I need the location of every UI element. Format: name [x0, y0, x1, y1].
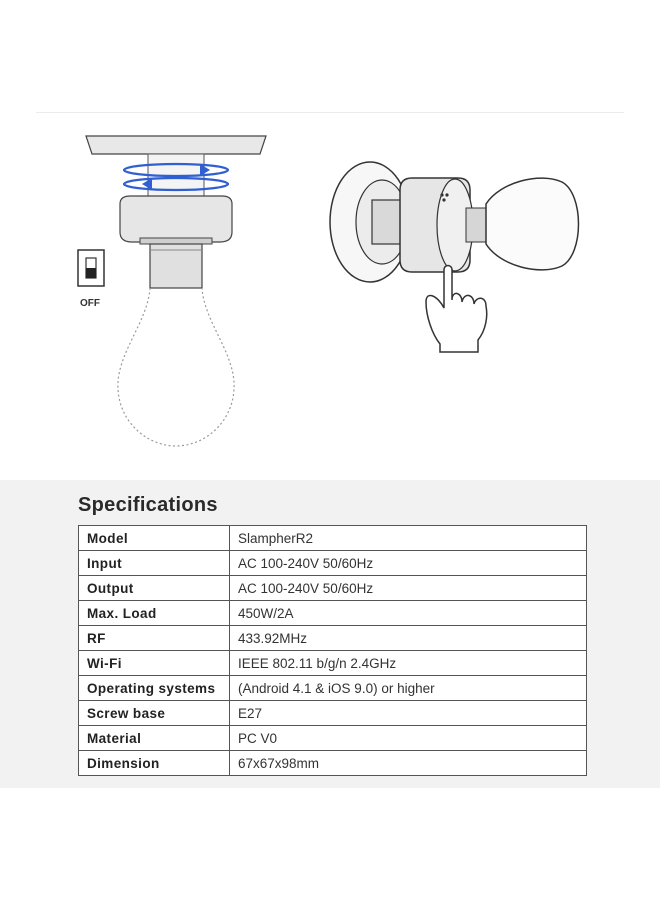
holder-reset-illustration — [330, 162, 579, 282]
hand-pointer-icon — [426, 266, 487, 353]
spec-key: RF — [79, 626, 230, 651]
table-row — [79, 601, 587, 626]
spec-key: Dimension — [79, 751, 230, 776]
spec-key: Input — [79, 551, 230, 576]
spec-key: Wi-Fi — [79, 651, 230, 676]
table-row — [79, 751, 587, 776]
bulb-outline — [118, 288, 234, 446]
specifications-section — [0, 480, 660, 788]
table-row — [79, 576, 587, 601]
spec-value: AC 100-240V 50/60Hz — [230, 551, 587, 576]
table-row — [79, 551, 587, 576]
installation-illustration — [0, 120, 660, 480]
spec-value: SlampherR2 — [230, 526, 587, 551]
spec-value: IEEE 802.11 b/g/n 2.4GHz — [230, 651, 587, 676]
spec-key: Screw base — [79, 701, 230, 726]
spec-key: Model — [79, 526, 230, 551]
table-row — [79, 526, 587, 551]
ceiling-plate — [86, 136, 266, 154]
specifications-title: Specifications — [78, 494, 218, 516]
page-bottom-blank — [0, 788, 660, 900]
table-row — [79, 726, 587, 751]
table-row — [79, 651, 587, 676]
spec-value: (Android 4.1 & iOS 9.0) or higher — [230, 676, 587, 701]
table-row — [79, 676, 587, 701]
spec-value: 433.92MHz — [230, 626, 587, 651]
wall-switch-icon — [78, 250, 104, 286]
table-row — [79, 626, 587, 651]
rotate-arrows-icon — [124, 154, 228, 202]
lamp-holder — [120, 196, 232, 288]
top-divider — [36, 112, 624, 113]
table-row — [79, 701, 587, 726]
spec-key: Output — [79, 576, 230, 601]
spec-value: E27 — [230, 701, 587, 726]
illustration-svg — [0, 120, 660, 480]
spec-value: PC V0 — [230, 726, 587, 751]
spec-value: 450W/2A — [230, 601, 587, 626]
spec-key: Material — [79, 726, 230, 751]
spec-key: Operating systems — [79, 676, 230, 701]
switch-label: OFF — [80, 298, 100, 309]
spec-key: Max. Load — [79, 601, 230, 626]
spec-value: AC 100-240V 50/60Hz — [230, 576, 587, 601]
spec-value: 67x67x98mm — [230, 751, 587, 776]
specifications-table — [78, 525, 587, 776]
